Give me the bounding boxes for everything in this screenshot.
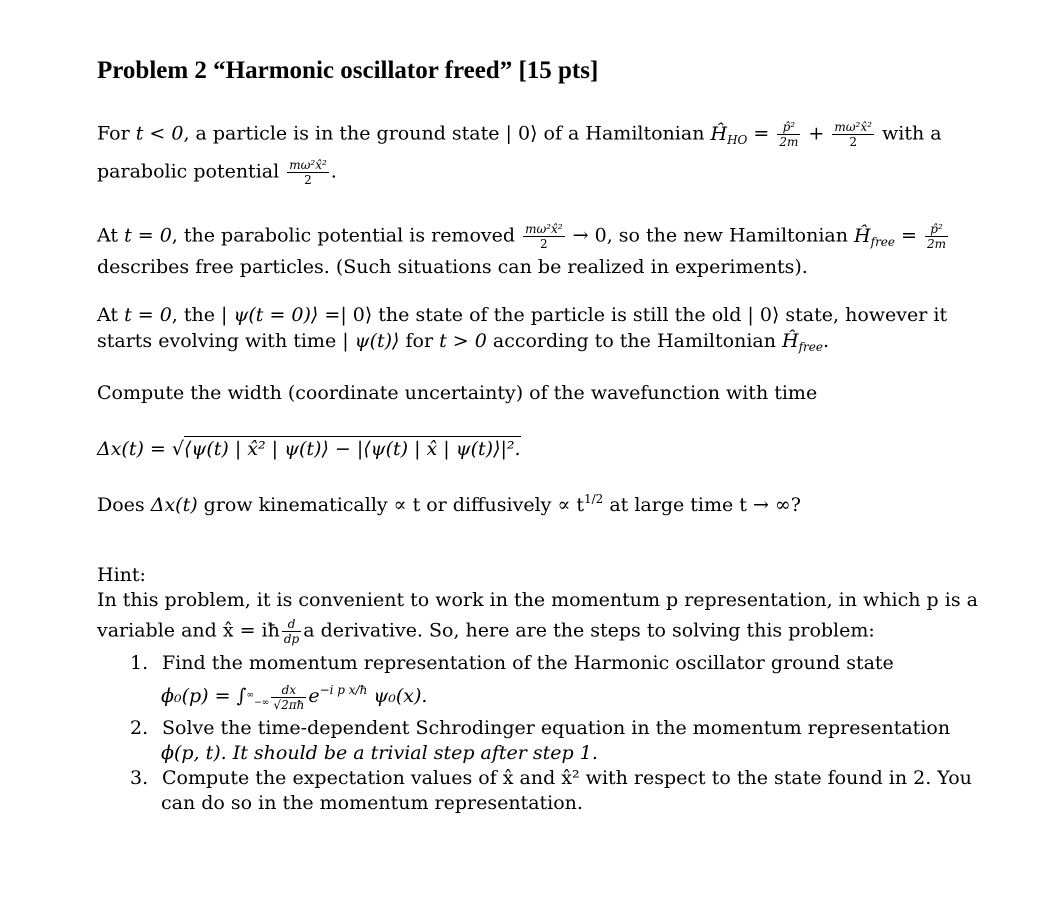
math-t-gt-0: t > 0 xyxy=(439,330,487,352)
paragraph-4: Compute the width (coordinate uncertainty) of the wavefunction with time xyxy=(97,382,818,404)
frac-numerator: d xyxy=(282,617,301,632)
hamiltonian-free xyxy=(854,225,895,247)
text: , the parabolic potential is removed xyxy=(171,224,522,247)
h-symbol: Ĥ xyxy=(710,122,728,145)
h-subscript: free xyxy=(798,340,823,354)
text: , the | xyxy=(171,304,234,326)
formula-lhs: Δx(t) = xyxy=(97,438,172,460)
frac-denominator: √2πħ xyxy=(273,697,305,712)
frac-denominator: 2 xyxy=(540,237,548,251)
step-2-line-2 xyxy=(130,741,598,766)
paragraph-3-line-1 xyxy=(97,302,947,328)
math-psi-t0: ψ(t = 0)⟩ xyxy=(233,304,319,326)
text: . xyxy=(822,330,830,352)
text: variable and x̂ = iħ xyxy=(97,619,280,642)
step-text: Find the momentum representation of the Harmonic oscillator ground state xyxy=(162,652,894,674)
hint-line-2 xyxy=(97,617,875,646)
step-1-formula xyxy=(130,678,427,715)
fraction-potential xyxy=(523,222,565,251)
text: a derivative. So, here are the steps to solving this problem: xyxy=(303,619,875,642)
math-t-lt-0: t < 0 xyxy=(135,122,184,145)
upper-limit: ∞ xyxy=(246,689,255,701)
plus: + xyxy=(802,122,831,145)
h-symbol: Ĥ xyxy=(854,224,871,247)
text: ψ₀(x). xyxy=(367,685,428,707)
text: → 0, so the new Hamiltonian xyxy=(566,224,855,247)
integral-limits xyxy=(246,689,270,709)
frac-denominator: 2m xyxy=(779,135,799,149)
paragraph-2-line-1 xyxy=(97,222,950,255)
hamiltonian-ho xyxy=(710,123,747,145)
text: At xyxy=(97,224,125,247)
paragraph-1-line-1 xyxy=(97,120,942,153)
frac-denominator: 2 xyxy=(304,173,312,187)
step-number: 3. xyxy=(130,767,149,789)
step-number: 1. xyxy=(130,652,149,674)
frac-numerator: dx xyxy=(271,683,306,698)
text: for xyxy=(399,330,440,352)
width-formula xyxy=(97,436,521,462)
text: At xyxy=(97,304,125,326)
sqrt: √⟨ψ(t) | x̂² | ψ(t)⟩ − |⟨ψ(t) | x̂ | ψ(t)⟩|². xyxy=(171,438,521,460)
lower-limit: −∞ xyxy=(254,697,270,709)
exp-power: −i p x/ħ xyxy=(319,683,368,697)
frac-numerator: mω²x̂² xyxy=(525,222,563,236)
text: at large time t → ∞? xyxy=(603,494,801,516)
exponent: 1/2 xyxy=(583,492,604,506)
frac-numerator: mω²x̂² xyxy=(834,120,872,134)
text: with a xyxy=(875,122,942,145)
frac-denominator: dp xyxy=(283,632,300,646)
fraction-derivative xyxy=(282,617,301,646)
h-symbol: Ĥ xyxy=(782,330,799,352)
equals: = xyxy=(895,224,924,247)
exp-base: e xyxy=(308,685,320,707)
question xyxy=(97,486,801,518)
frac-denominator: 2m xyxy=(927,237,947,251)
hint-label: Hint: xyxy=(97,564,146,586)
text: For xyxy=(97,122,136,145)
text: . xyxy=(330,160,337,183)
fraction-kinetic xyxy=(925,222,948,251)
step-3 xyxy=(130,766,972,791)
step-text: Solve the time-dependent Schrodinger equation in the momentum representation xyxy=(162,717,951,739)
frac-numerator: mω²x̂² xyxy=(289,158,327,172)
frac-numerator: p̂² xyxy=(777,120,800,135)
fraction-kinetic xyxy=(777,120,800,149)
step-text: can do so in the momentum representation. xyxy=(161,792,583,814)
math-t-eq-0: t = 0 xyxy=(124,304,172,326)
text: starts evolving with time | xyxy=(97,330,355,352)
text: grow kinematically ∝ t or diffusively ∝ t xyxy=(197,494,584,516)
step-3-line-2 xyxy=(130,791,583,816)
math-t-eq-0: t = 0 xyxy=(124,224,172,247)
math-psi-t: ψ(t)⟩ xyxy=(354,330,400,352)
hint-line-1: In this problem, it is convenient to work in the momentum p representation, in which p is a xyxy=(97,589,978,611)
hamiltonian-free xyxy=(782,330,823,352)
text: ϕ₀(p) = ∫ xyxy=(161,685,247,707)
math-delta-x: Δx(t) xyxy=(150,494,198,516)
text: parabolic potential xyxy=(97,160,286,183)
fraction-potential xyxy=(287,158,329,187)
paragraph-1-line-2 xyxy=(97,158,337,187)
text: Does xyxy=(97,494,151,516)
step-text: ϕ(p, t). It should be a trivial step after step 1. xyxy=(161,742,598,764)
text: =| 0⟩ the state of the particle is still the old | 0⟩ state, however it xyxy=(318,304,948,326)
frac-numerator: p̂² xyxy=(925,222,948,237)
step-1 xyxy=(130,651,894,676)
problem-title: Problem 2 “Harmonic oscillator freed” [15 pts] xyxy=(97,57,599,84)
step-text: Compute the expectation values of x̂ and x̂² with respect to the state found in 2. You xyxy=(162,767,972,789)
h-subscript: free xyxy=(870,234,896,249)
paragraph-2-line-2: describes free particles. (Such situations can be realized in experiments). xyxy=(97,256,808,278)
frac-denominator: 2 xyxy=(849,135,857,149)
equals: = xyxy=(747,122,776,145)
step-number: 2. xyxy=(130,717,149,739)
fraction-measure xyxy=(271,683,306,712)
step-2 xyxy=(130,716,950,741)
formula-radicand: ⟨ψ(t) | x̂² | ψ(t)⟩ − |⟨ψ(t) | x̂ | ψ(t)⟩|². xyxy=(184,438,521,460)
paragraph-3-line-2 xyxy=(97,328,829,360)
text: according to the Hamiltonian xyxy=(486,330,783,352)
fraction-potential xyxy=(832,120,874,149)
text: , a particle is in the ground state | 0⟩ of a Hamiltonian xyxy=(183,122,711,145)
h-subscript: HO xyxy=(727,132,748,147)
